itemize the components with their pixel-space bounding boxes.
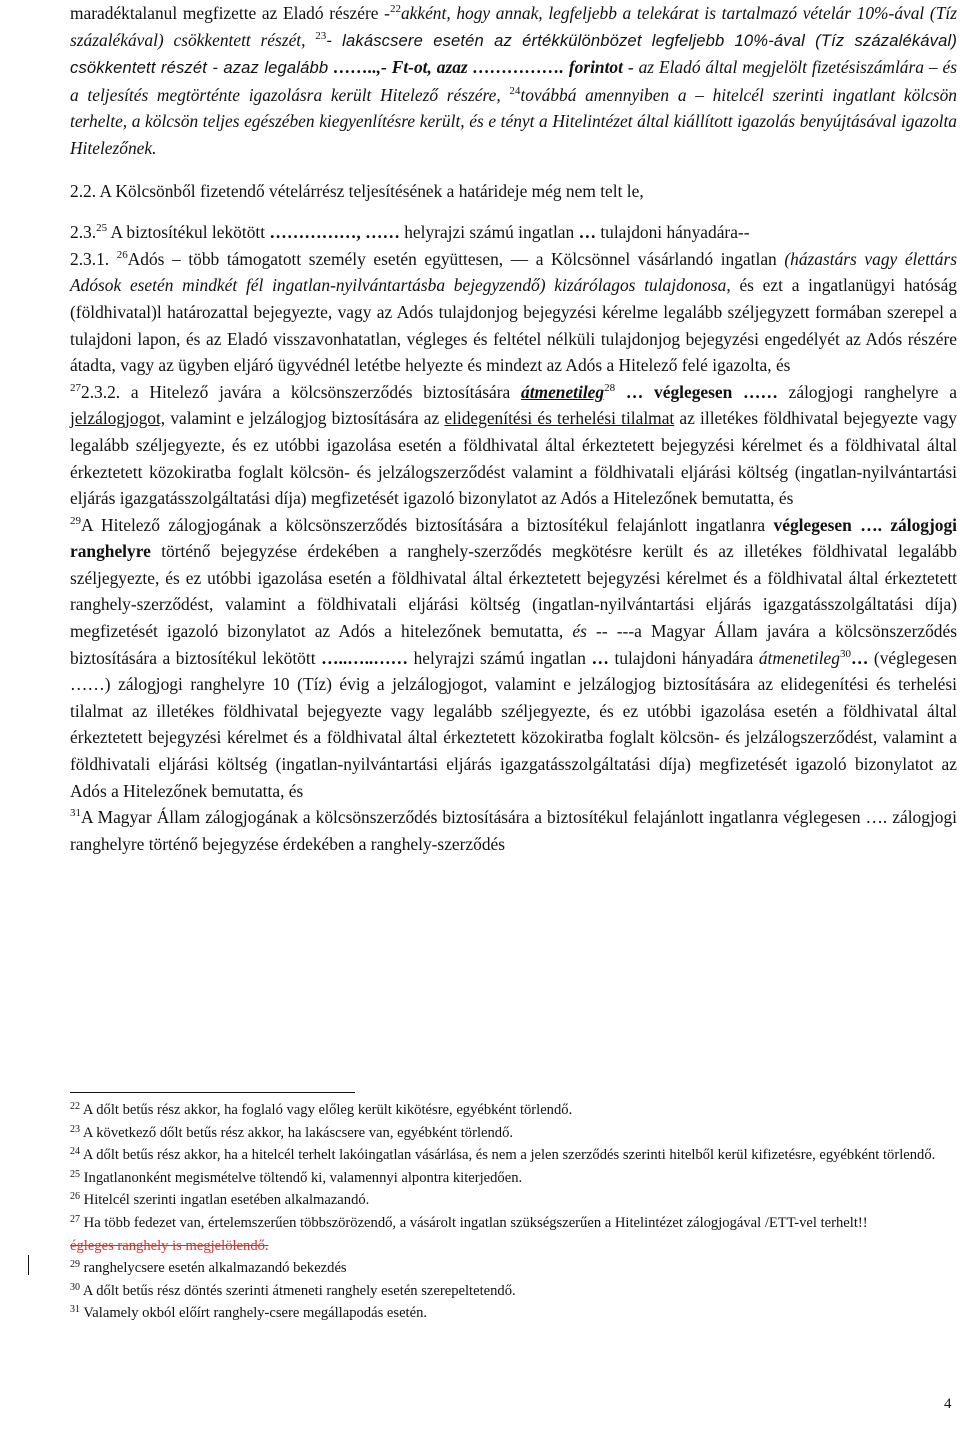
paragraph-29: $^{29}$A Hitelező zálogjogának a kölcsönszerződés biztosítására a biztosítékul felajánlott ingatlanra véglegesen …. zálogjogi ranghelyre történő bejegyzése érdekében a ranghely-szerződés megkötésre került és az illetékes földhivatal legalább széljegyezte, és ez utóbbi igazolása esetén a földhivatal által érkeztetett bejegyzési kérelmet és a földhivatal által érkeztetett ranghely-szerződést, valamint a földhivatali eljárási költség (ingatlan-nyilvántartási eljárás igazgatásszolgáltatási díja) megfizetését igazoló bizonylatot az Adós a hitelezőnek bemutatta, és -- ---a Magyar Állam javára a kölcsönszerződés biztosítására a biztosítékul lekötött …..…..…… helyrajzi számú ingatlan … tulajdoni hányadára átmenetileg$^{30}$… (véglegesen ……) zálogjogi ranghelyre 10 (Tíz) évig a jelzálogjogot, valamint e jelzálogjog biztosítására az elidegenítési és terhelési tilalmat az illetékes földhivatal bejegyezte vagy legalább széljegyezte, és ez utóbbi igazolása esetén a földhivatal által érkeztetett bejegyzési kérelmet és a földhivatal által érkeztetett közokiratba foglalt kölcsön- és jelzálogszerződést, valamint a földhivatali eljárási költség (ingatlan-nyilvántartási eljárás igazgatásszolgáltatási díja) megfizetését igazoló bizonylatot az Adós a Hitelezőnek bemutatta, és: [70, 514, 957, 801]
paragraph-2-2: 2.2. A Kölcsönből fizetendő vételárrész teljesítésének a határideje még nem telt le,: [70, 180, 644, 201]
footnote-ref-28[interactable]: 28: [604, 381, 616, 394]
footnote-31: $^{31}$ Valamely okból előírt ranghely-csere megállapodás esetén.: [70, 1304, 428, 1322]
footnote-22: $^{22}$ A dőlt betűs rész akkor, ha foglaló vagy előleg került kikötésre, egyébként törlendő.: [70, 1101, 573, 1118]
footnote-ref-22[interactable]: 22: [389, 3, 401, 15]
amount-placeholder: ……..,- Ft-ot, azaz ……………. forintot: [333, 57, 623, 78]
paragraph-2-3-2: $^{27}$2.3.2. a Hitelező javára a kölcsönszerződés biztosítására átmenetileg$^{28}$ … véglegesen …… zálogjogi ranghelyre a jelzálogjogot, valamint e jelzálogjog biztosítására az elidegenítési és terhelési tilalmat az illetékes földhivatal bejegyezte vagy legalább széljegyezte, és ez utóbbi igazolása esetén a földhivatal által érkeztetett bejegyzési kérelmet és a földhivatal által érkeztetett közokiratba foglalt kölcsön- és jelzálogszerződést valamint a földhivatali eljárási költség (ingatlan-nyilvántartási eljárás igazgatásszolgáltatási díja) megfizetését igazoló bizonylatot az Adós a Hitelezőnek bemutatta, és: [70, 381, 957, 509]
footnote-25: $^{25}$ Ingatlanonként megismételve töltendő ki, valamennyi alpontra kiterjedően.: [70, 1168, 523, 1186]
paragraph-payment: maradéktalanul megfizette az Eladó részére -$^{22}$akként, hogy annak, legfeljebb a telekárat is tartalmazó vételár 10%-ával (Tíz százalékával) csökkentett részét, $^{23}$- lakáscsere esetén az értékkülönbözet legfeljebb 10%-ával (Tíz százalékával) csökkentett részét - azaz legalább ……..,- Ft-ot, azaz ……………. forintot - az Eladó által megjelölt fizetésiszámlára – és a teljesítés megtörténte igazolásra került Hitelező részére, $^{24}$továbbá amennyiben a – hitelcél szerinti ingatlant kölcsön terhelte, a kölcsön teljes egészében kiegyenlítésre került, és e tényt a Hitelintézet által kiállított igazolás benyújtásával igazolta Hitelezőnek.: [70, 3, 957, 158]
footnote-ref-24[interactable]: 24: [509, 84, 521, 97]
paragraph-2-3-1: 2.3.1. $^{26}$Adós – több támogatott személy esetén együttesen, –– a Kölcsönnel vásárlandó ingatlan (házastárs vagy élettárs Adósok esetén mindkét fél ingatlan-nyilvántartásba bejegyzendő) kizárólagos tulajdonosa, és ezt a ingatlanügyi hatóság (földhivatal)l határozattal bejegyezte, vagy az Adós tulajdonjog bejegyzési kérelme legalább széljegyzett formában szerepel a tulajdoni lapon, és az Eladó visszavonhatatlan, végleges és feltétel nélküli tulajdonjog bejegyzési engedélyét az Adós részére átadta, vagy az ügyben eljáró ügyvédnél letétbe helyezte és mindezt az Adós a Hitelező felé igazolta, és: [70, 248, 957, 376]
footnote-26: $^{26}$ Hitelcél szerinti ingatlan esetében alkalmazandó.: [70, 1191, 370, 1209]
footnote-24: $^{24}$ A dőlt betűs rész akkor, ha a hitelcél terhelt lakóingatlan vásárlása, és nem a jelen szerződés szerinti hitelből kerül kifizetésre, egyébként törlendő.: [70, 1146, 936, 1164]
paragraph-2-3: 2.3.25 A biztosítékul lekötött ……………, …… helyrajzi számú ingatlan … tulajdoni hányadára--: [70, 222, 750, 243]
footnote-29: $^{29}$ ranghelycsere esetén alkalmazandó bekezdés: [70, 1259, 347, 1277]
footnote-ref-23[interactable]: 23: [315, 29, 327, 42]
body-text: [70, 0, 957, 857]
page-number: 4: [944, 1396, 952, 1412]
paragraph-31: $^{31}$A Magyar Állam zálogjogának a kölcsönszerződés biztosítására a biztosítékul felajánlott ingatlanra véglegesen …. zálogjogi ranghelyre történő bejegyzése érdekében a ranghely-szerződés: [70, 807, 957, 854]
footnote-ref-31[interactable]: 31: [70, 807, 81, 820]
footnotes: [70, 1101, 957, 1327]
footnote-separator: [70, 1092, 355, 1093]
footnote-27: $^{27}$ Ha több fedezet van, értelemszerűen többszörözendő, a vásárolt ingatlan szükségszerűen a Hitelintézet zálogjogával /ETT-vel terhelt!!: [70, 1213, 868, 1231]
footnote-30: $^{30}$ A dőlt betűs rész döntés szerinti átmeneti ranghely esetén szerepeltetendő.: [70, 1281, 516, 1299]
footnote-ref-30[interactable]: 30: [839, 647, 851, 660]
footnote-ref-26[interactable]: 26: [116, 248, 128, 261]
temporary-ranking: átmenetileg: [521, 381, 605, 402]
footnote-23: $^{23}$ A következő dőlt betűs rész akkor, ha lakáscsere van, egyébként törlendő.: [70, 1123, 514, 1141]
footnote-ref-29[interactable]: 29: [70, 514, 81, 527]
footnote-ref-27[interactable]: 27: [70, 381, 81, 394]
footnote-ref-25[interactable]: 25: [96, 222, 108, 235]
change-bar: [28, 1255, 29, 1275]
footnote-deleted: égleges ranghely is megjelölendő.: [70, 1237, 269, 1254]
